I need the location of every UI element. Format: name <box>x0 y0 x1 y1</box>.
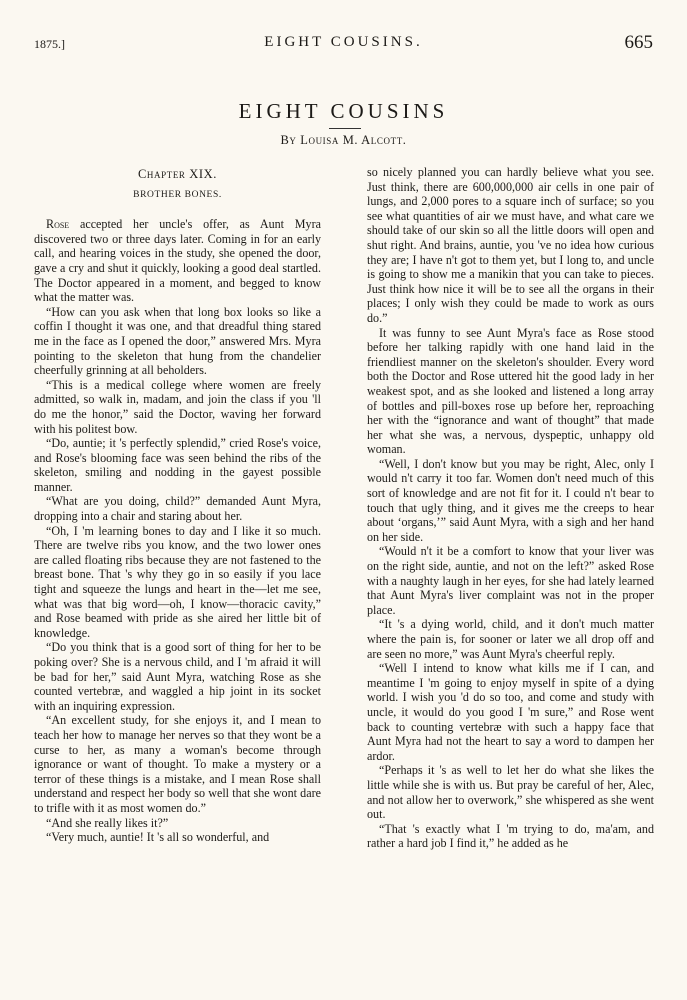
paragraph-text: “Perhaps it 's as well to let her do what she likes the little while she is with us. But pray be careful of her, Alec, and not allow her to overwork,” she whispered as she went out. <box>367 763 654 822</box>
paragraph-text: “Very much, auntie! It 's all so wonderful, and <box>46 830 270 845</box>
paragraph <box>34 713 321 815</box>
paragraph-text: “What are you doing, child?” demanded Aunt Myra, dropping into a chair and staring about her. <box>34 494 321 524</box>
paragraph-text: “Do, auntie; it 's perfectly splendid,” cried Rose's voice, and Rose's blooming face was seen behind the ribs of the skeleton, smiling and nodding in the gayest possible manner. <box>34 436 321 494</box>
running-header <box>34 32 653 54</box>
paragraph-text: “How can you ask when that long box looks so like a coffin I thought it was one, and that dreadful thing stared me in the face as I opened the door,” answered Mrs. Myra pointing to the skeleton that hung from the chandelier cheerfully grinning at all beholders. <box>34 304 321 378</box>
paragraph-text: so nicely planned you can hardly believe what you see. Just think, there are 600,000,000 air cells in one pair of lungs, and 2,000 pores to a square inch of surface; so you see what quantities of air we must have, and what care we should take of our skin so all the little doors will open and shut right. And brains, auntie, you 've no idea how curious they are; I have n't got to them yet, but I long to, and uncle is going to show me a manikin that you can take to pieces. Just think how nice it will be to see all the organs in their places; I only wish they could be made to work as ours do.” <box>367 165 654 325</box>
running-title: EIGHT COUSINS. <box>264 34 423 50</box>
left-column <box>34 165 321 845</box>
paragraph-text: “Well, I don't know but you may be right, Alec, only I would n't carry it too far. Women don't need much of this sort of knowledge and are not fit for it. I could n't bear to touch that ugly thing, and it gives me the creeps to hear about ‘organs,’” said Aunt Myra, with a sigh and her hand on her side. <box>367 456 654 544</box>
paragraph <box>34 494 321 523</box>
paragraph-text: “That 's exactly what I 'm trying to do, ma'am, and rather a hard job I find it,” he added as he <box>367 821 654 851</box>
paragraph <box>367 544 654 617</box>
paragraph <box>367 617 654 661</box>
paragraph <box>34 830 321 845</box>
paragraph <box>34 305 321 378</box>
byline: By Louisa M. Alcott. <box>280 133 407 147</box>
page-number: 665 <box>624 32 653 53</box>
article-title: EIGHT COUSINS <box>238 99 449 123</box>
paragraph <box>34 217 321 305</box>
paragraph <box>367 822 654 851</box>
paragraph-text: “Do you think that is a good sort of thing for her to be poking over? She is a nervous child, and I 'm afraid it will be bad for her,” said Aunt Myra, watching Rose as she counted vertebræ, and waggled a hip joint in its socket with an inquiring expression. <box>34 640 321 713</box>
paragraph-text: “And she really likes it?” <box>46 815 169 830</box>
paragraph-text: “Would n't it be a comfort to know that your liver was on the right side, auntie, and not on the left?” asked Rose with a naughty laugh in her eyes, for she had lately learned that Aunt Myra's liver complaint was not in the proper place. <box>367 544 654 617</box>
paragraph <box>34 436 321 494</box>
right-column <box>367 165 654 851</box>
chapter-subtitle: BROTHER BONES. <box>133 189 222 200</box>
title-rule <box>329 128 361 129</box>
paragraph-text: It was funny to see Aunt Myra's face as Rose stood before her talking rapidly with one hand laid in the friendliest manner on the skeleton's shoulder. Every word both the Doctor and Rose uttered hit the good lady in her weakest spot, and as she looked and listened a long array of bottles and pill-boxes rose up before her, reproaching her with the “ignorance and want of thought” that made her what she was, a nervous, dyspeptic, unhappy old woman. <box>367 325 654 457</box>
paragraph-text: accepted her uncle's offer, as Aunt Myra discovered two or three days later. Coming in for an early call, and hearing voices in the study, she opened the door, gave a cry and shut it quickly, looking a good deal startled. The Doctor appeared in a moment, and begged to know what the matter was. <box>34 217 321 305</box>
paragraph <box>34 524 321 641</box>
paragraph-text: “Oh, I 'm learning bones to day and I like it so much. There are twelve ribs you know, and the two lower ones are called floating ribs because they are not fastened to the breast bone. That 's why they go in so easily if you lace tight and squeeze the lungs and heart in the—let me see, what was that big word—oh, I know—thoracic cavity,” and Rose beamed with pride as she aired her little bit of knowledge. <box>34 523 321 640</box>
paragraph-text: “Well I intend to know what kills me if I can, and meantime I 'm going to enjoy myself in spite of a dying world. I wish you 'd do so too, and come and study with uncle, it would do you good I 'm sure,” and Rose went back to counting vertebræ with such a happy face that Aunt Myra had not the heart to say a word to dampen her ardor. <box>367 661 654 763</box>
paragraph <box>34 378 321 436</box>
paragraph <box>367 457 654 545</box>
paragraph-text: “This is a medical college where women are freely admitted, so walk in, madam, and join the class if you 'll do me the honor,” said the Doctor, waving her forward with his politest bow. <box>34 377 321 436</box>
paragraph <box>367 661 654 763</box>
lead-word: Rose <box>46 217 70 232</box>
paragraph <box>367 165 654 326</box>
paragraph <box>34 816 321 831</box>
chapter-heading: Chapter XIX. <box>137 167 217 181</box>
paragraph-text: “An excellent study, for she enjoys it, and I mean to teach her how to manage her nerves so that they wont be a curse to her, as many a woman's become through ignorance or want of thought. To make a mystery or a terror of these things is a mistake, and I mean Rose shall understand and respect her body so well that she wont dare to trifle with it as most women do.” <box>34 713 321 815</box>
paragraph <box>367 326 654 457</box>
paragraph-text: “It 's a dying world, child, and it don't much matter where the pain is, for sooner or later we all drop off and are seen no more,” was Aunt Myra's cheerful reply. <box>367 617 654 661</box>
paragraph <box>34 640 321 713</box>
paragraph <box>367 763 654 821</box>
header-year: 1875.] <box>34 37 65 51</box>
